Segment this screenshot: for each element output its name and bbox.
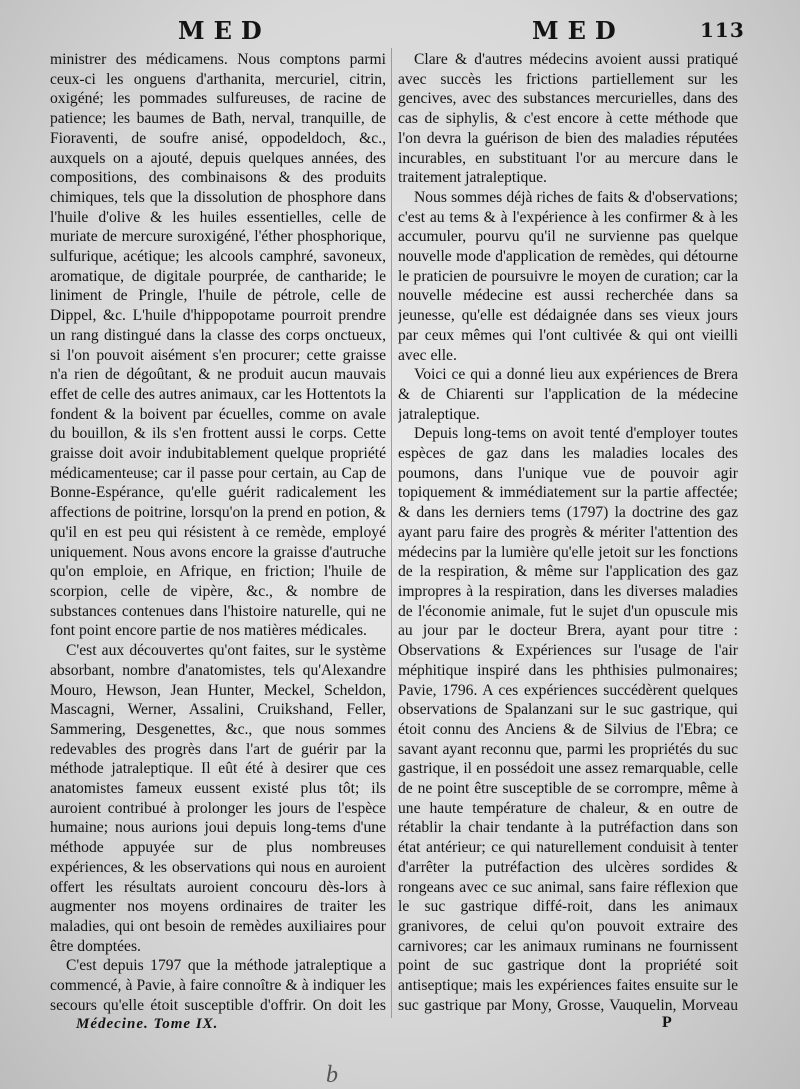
- paragraph: Depuis long-tems on avoit tenté d'employer toutes espèces de gaz dans les maladies locales des poumons, dans l'unique vue de pouvoir agir topiquement & immédiatement sur la partie affectée; & dans les derniers tems (1797) la doctrine des gaz ayant paru faire des progrès & mériter l'attention des médecins par la lumière qu'elle jetoit sur les fonctions de la respiration, & même sur l'application des gaz impropres à la respiration, dans les diverses maladies de l'économie animale, fut le sujet d'un opuscule mis au jour par le docteur Brera, ayant pour titre : Observations & Expériences sur l'usage de l'air méphitique inspiré dans les phthisies pulmonaires; Pavie, 1796. A ces expériences succédèrent quelques observations de Spalanzani sur le suc gastrique, qui étoit connu des Anciens & de Silvius de l'Ebra; ce savant ayant reconnu que, parmi les propriétés du suc gastrique, il en possédoit une assez remarquable, celle de ne point être susceptible de se corrompre, même à une haute température de chaleur, & en outre de rétablir la chair tendante à la putréfaction dans son état antérieur; ce qui naturellement conduisit à tenter d'arrêter la putréfaction des ulcères sordides & rongeans avec ce suc animal, sans faire réflexion que le suc gastrique diffé-roit, dans les animaux granivores, de celui qu'on pouvoit extraire des carnivores; car les animaux ruminans ne fournissent point de suc gastrique dont la propriété soit antiseptique; mais les expériences faites ensuite sur le suc gastrique par Mony, Grosse, Vauquelin, Morveau: [398, 425, 738, 1014]
- signature-letter: P: [662, 1014, 672, 1031]
- paragraph: ministrer des médicamens. Nous comptons parmi ceux-ci les onguens d'arthanita, mercuriel, citrin, oxigéné; les pommades sulfureuses, de racine de patience; les baumes de Bath, nerval, tranquille, de Fioraventi, de soufre anisé, oppodeldoch, &c., auxquels on a ajouté, depuis quelques années, des compositions, des combinaisons & des produits chimiques, tels que la dissolution de phosphore dans l'huile d'olive & les huiles essentielles, celle de muriate de mercure suroxigéné, l'éther phosphorique, sulfurique, acétique; les alcools camphré, savoneux, aromatique, de digitale pourprée, de cantharide; le liniment de Pringle, l'huile de pétrole, celle de Dippel, &c. L'huile d'hippopotame pourroit prendre un rang distingué dans la classe des corps onctueux, si l'on pouvoit aisément s'en procurer; cette graisse n'a rien de dégoûtant, & ne produit aucun mauvais effet de celle des autres animaux, car les Hottentots la fondent & la boivent par écuelles, comme on avale du bouillon, & ils s'en frottent aussi le corps. Cette graisse doit avoir indubitablement quelque propriété médicamenteuse; car il passe pour certain, au Cap de Bonne-Espérance, qu'elle guérit radicalement les affections de poitrine, lorsqu'on la prend en potion, & qu'il en est peu qui résistent à ce remède, employé uniquement. Nous avons encore la graisse d'autruche qu'on emploie, en Afrique, en friction; l'huile de scorpion, celle de vipère, &c., & nombre de substances contenues dans l'histoire naturelle, qui ne font point encore partie de nos matières médicales.: [50, 51, 386, 640]
- right-column: [398, 50, 738, 1015]
- paragraph: Clare & d'autres médecins avoient aussi pratiqué avec succès les frictions partiellement sur les gencives, avec des substances mercurielles, dans des cas de siphylis, & c'est encore à cette méthode que l'on devra la guérison de bien des maladies réputées incurables, en substituant l'or au mercure dans le traitement jatraleptique.: [398, 51, 738, 187]
- paragraph: Nous sommes déjà riches de faits & d'observations; c'est au tems & à l'expérience à les confirmer & à les accumuler, pourvu qu'il ne survienne pas quelque nouvelle mode d'application de remèdes, qui détourne le praticien de poursuivre le moyen de curation; car la nouvelle médecine est aussi recherchée dans sa jeunesse, qu'elle est dédaignée dans ses vieux jours par ceux mêmes qui l'ont cultivée & qui ont vieilli avec elle.: [398, 188, 738, 364]
- paragraph: Voici ce qui a donné lieu aux expériences de Brera & de Chiarenti sur l'application de la médecine jatraleptique.: [398, 366, 738, 423]
- signature-line: Médecine. Tome IX.: [76, 1016, 219, 1032]
- left-column: [50, 50, 386, 1015]
- running-head-left: MED: [178, 16, 271, 45]
- running-head-right: MED: [532, 16, 625, 45]
- paragraph: C'est depuis 1797 que la méthode jatraleptique a commencé, à Pavie, à faire connoître & à indiquer les secours qu'elle étoit susceptible d'offrir. On doit les: [50, 957, 386, 1014]
- paragraph: C'est aux découvertes qu'ont faites, sur le système absorbant, nombre d'anatomistes, tels qu'Alexandre Mouro, Hewson, Jean Hunter, Meckel, Scheldon, Mascagni, Werner, Assalini, Cruikshand, Feller, Sammering, Desgenettes, &c., que nous sommes redevables des progrès dans l'art de guérir par la méthode jatraleptique. Il eût été à desirer que ces anatomistes fameux eussent existé plus tôt; ils auroient contribué à prolonger les jours de l'espèce humaine; nous aurions joui depuis long-tems d'une méthode appuyée sur de plus nombreuses expériences, & les observations qui nous en auroient offert les résultats auroient concouru dès-lors à augmenter nos moyens ordinaires de traiter les maladies, qui ont besoin de remèdes auxiliaires pour être domptées.: [50, 642, 386, 955]
- column-rule: [391, 48, 392, 1018]
- page-number: 113: [700, 18, 745, 42]
- handwritten-mark: b: [326, 1062, 338, 1088]
